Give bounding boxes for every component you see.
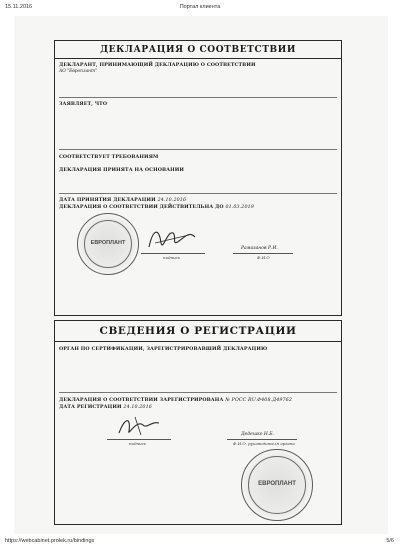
organ-caption: ОРГАН ПО СЕРТИФИКАЦИИ, ЗАРЕГИСТРИРОВАВШИЙ ДЕКЛАРАЦИЮ xyxy=(59,346,268,352)
basis-rule xyxy=(59,193,337,194)
registrar-signature-line xyxy=(107,439,171,440)
declarant-signature-caption: подпись xyxy=(163,255,181,260)
declaration-valid-label: ДЕКЛАРАЦИЯ О СООТВЕТСТВИИ ДЕЙСТВИТЕЛЬНА ДО xyxy=(59,204,224,210)
declarant-rule xyxy=(59,97,337,98)
registration-title: СВЕДЕНИЯ О РЕГИСТРАЦИИ xyxy=(99,325,297,337)
registration-number-label: ДЕКЛАРАЦИЯ О СООТВЕТСТВИИ ЗАРЕГИСТРИРОВАНА xyxy=(59,397,224,403)
declarant-stamp xyxy=(77,213,139,275)
declarant-signer-name: Рамазанов Р.И. xyxy=(241,246,278,251)
registrar-stamp-text: ЕВРОПЛАНТ xyxy=(258,481,296,487)
declaration-valid-value: 01.03.2019 xyxy=(225,205,254,210)
registrar-signature-caption: подпись xyxy=(129,441,147,446)
registrar-stamp xyxy=(241,449,313,521)
declares-caption: ЗАЯВЛЯЕТ, ЧТО xyxy=(59,101,108,107)
registrar-signature xyxy=(115,413,163,439)
registrar-fio-caption: Ф.И.О. руководителя органа xyxy=(233,441,295,446)
registration-date xyxy=(59,404,152,410)
declaration-date-label: ДАТА ПРИНЯТИЯ ДЕКЛАРАЦИИ xyxy=(59,197,156,203)
registration-box xyxy=(54,320,342,525)
basis-caption: ДЕКЛАРАЦИЯ ПРИНЯТА НА ОСНОВАНИИ xyxy=(59,167,185,173)
declarant-stamp-text: ЕВРОПЛАНТ xyxy=(90,240,126,246)
browser-page-counter: 5/6 xyxy=(386,538,394,544)
browser-date: 15.11.2016 xyxy=(5,4,33,10)
declarant-name: АО "Европлант" xyxy=(59,69,98,74)
declaration-date-value: 24.10.2016 xyxy=(157,198,187,203)
declaration-box xyxy=(54,40,342,316)
declaration-title: ДЕКЛАРАЦИЯ О СООТВЕТСТВИИ xyxy=(100,45,296,55)
organ-rule xyxy=(59,392,337,393)
declarant-signature-line xyxy=(141,253,205,254)
registrar-head-name: Дедешко Н.Б. xyxy=(241,432,275,437)
registration-date-label: ДАТА РЕГИСТРАЦИИ xyxy=(59,404,122,410)
requirements-caption: СООТВЕТСТВУЕТ ТРЕБОВАНИЯМ xyxy=(59,154,159,160)
registration-date-value: 24.10.2016 xyxy=(123,405,152,410)
declarant-caption: ДЕКЛАРАНТ, ПРИНИМАЮЩИЙ ДЕКЛАРАЦИЮ О СООТВЕТСТВИИ xyxy=(59,62,256,68)
declaration-date xyxy=(59,197,186,203)
declarant-fio-caption: Ф.И.О xyxy=(257,255,270,260)
declarant-signature xyxy=(145,223,201,253)
declares-rule xyxy=(59,149,337,150)
registrar-fio-line xyxy=(227,439,297,440)
browser-url: https://webcabinet.prolek.ru/bindings xyxy=(5,538,95,544)
declaration-title-rule xyxy=(55,58,341,59)
certificate-scan xyxy=(14,16,388,534)
declarant-fio-line xyxy=(233,253,293,254)
declaration-valid-until xyxy=(59,204,254,210)
registration-title-rule xyxy=(55,341,341,342)
browser-page-title: Портал клиента xyxy=(179,4,221,10)
registration-number-value: № РОСС RU.Ф408.Д49762 xyxy=(225,398,292,403)
registration-number xyxy=(59,397,292,403)
